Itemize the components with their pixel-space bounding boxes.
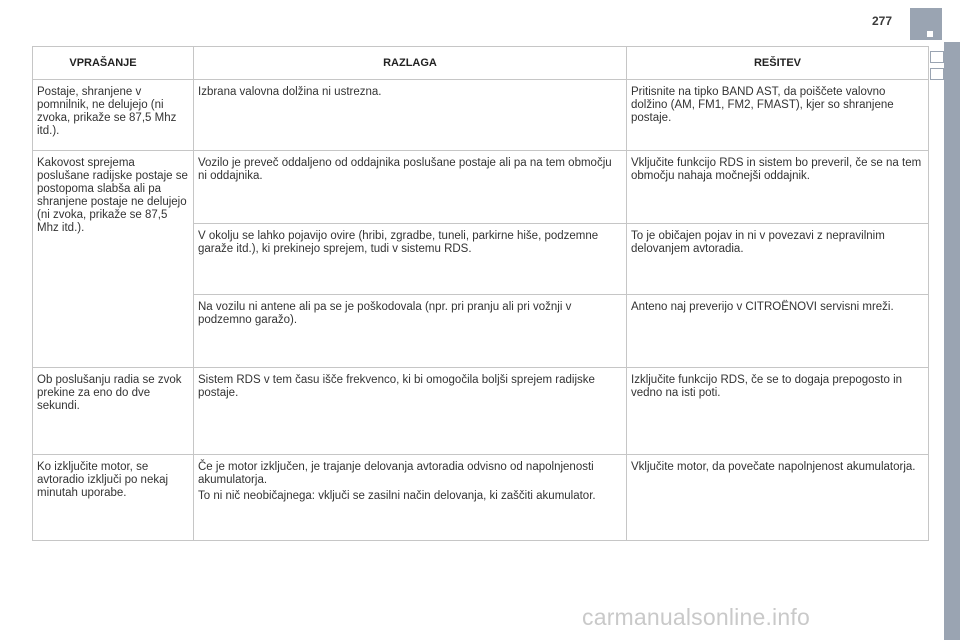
table-row	[33, 151, 929, 224]
solution-cell: Izključite funkcijo RDS, če se to dogaja prepogosto in vedno na isti poti.	[627, 368, 929, 455]
explanation-cell	[194, 455, 627, 541]
solution-cell: Vključite funkcijo RDS in sistem bo preveril, če se na tem območju nahaja močnejši oddajnik.	[627, 151, 929, 224]
solution-cell: Anteno naj preverijo v CITROËNOVI servisni mreži.	[627, 295, 929, 368]
explanation-paragraph: To ni nič neobičajnega: vključi se zasilni način delovanja, ki zaščiti akumulator.	[198, 490, 596, 502]
explanation-cell: Na vozilu ni antene ali pa se je poškodovala (npr. pri pranju ali pri vožnji v podzemno garažo).	[194, 295, 627, 368]
solution-cell: Pritisnite na tipko BAND AST, da poiščete valovno dolžino (AM, FM1, FM2, FMAST), kjer so shranjene postaje.	[627, 80, 929, 151]
question-cell: Postaje, shranjene v pomnilnik, ne delujejo (ni zvoka, prikaže se 87,5 Mhz itd.).	[33, 80, 194, 151]
explanation-cell: Vozilo je preveč oddaljeno od oddajnika poslušane postaje ali pa na tem območju ni oddajnika.	[194, 151, 627, 224]
header-solution: REŠITEV	[627, 47, 929, 80]
table-row	[33, 455, 929, 541]
explanation-paragraph: Če je motor izključen, je trajanje delovanja avtoradia odvisno od napolnjenosti akumulatorja.	[198, 461, 594, 486]
header-question: VPRAŠANJE	[33, 47, 194, 80]
explanation-cell: V okolju se lahko pojavijo ovire (hribi, zgradbe, tuneli, parkirne hiše, podzemne garaže itd.), ki prekinejo sprejem, tudi v sistemu RDS.	[194, 224, 627, 295]
table-header-row	[33, 47, 929, 80]
chapter-tab	[910, 8, 942, 40]
solution-cell: To je običajen pojav in ni v povezavi z nepravilnim delovanjem avtoradia.	[627, 224, 929, 295]
page-number: 277	[872, 14, 893, 28]
question-cell: Ko izključite motor, se avtoradio izključi po nekaj minutah uporabe.	[33, 455, 194, 541]
header-explanation: RAZLAGA	[194, 47, 627, 80]
table-row	[33, 368, 929, 455]
chapter-index-box	[930, 68, 944, 80]
chapter-index-box	[930, 51, 944, 63]
question-cell: Kakovost sprejema poslušane radijske postaje se postopoma slabša ali pa shranjene postaje ne delujejo (ni zvoka, prikaže se 87,5 Mhz itd.).	[33, 151, 194, 368]
chapter-side-bar	[944, 42, 960, 640]
solution-cell: Vključite motor, da povečate napolnjenost akumulatorja.	[627, 455, 929, 541]
chapter-tab-marker	[927, 31, 933, 37]
explanation-cell: Izbrana valovna dolžina ni ustrezna.	[194, 80, 627, 151]
explanation-cell: Sistem RDS v tem času išče frekvenco, ki bi omogočila boljši sprejem radijske postaje.	[194, 368, 627, 455]
faq-table	[32, 46, 929, 541]
table-row	[33, 80, 929, 151]
question-cell: Ob poslušanju radia se zvok prekine za eno do dve sekundi.	[33, 368, 194, 455]
watermark: carmanualsonline.info	[582, 604, 810, 630]
